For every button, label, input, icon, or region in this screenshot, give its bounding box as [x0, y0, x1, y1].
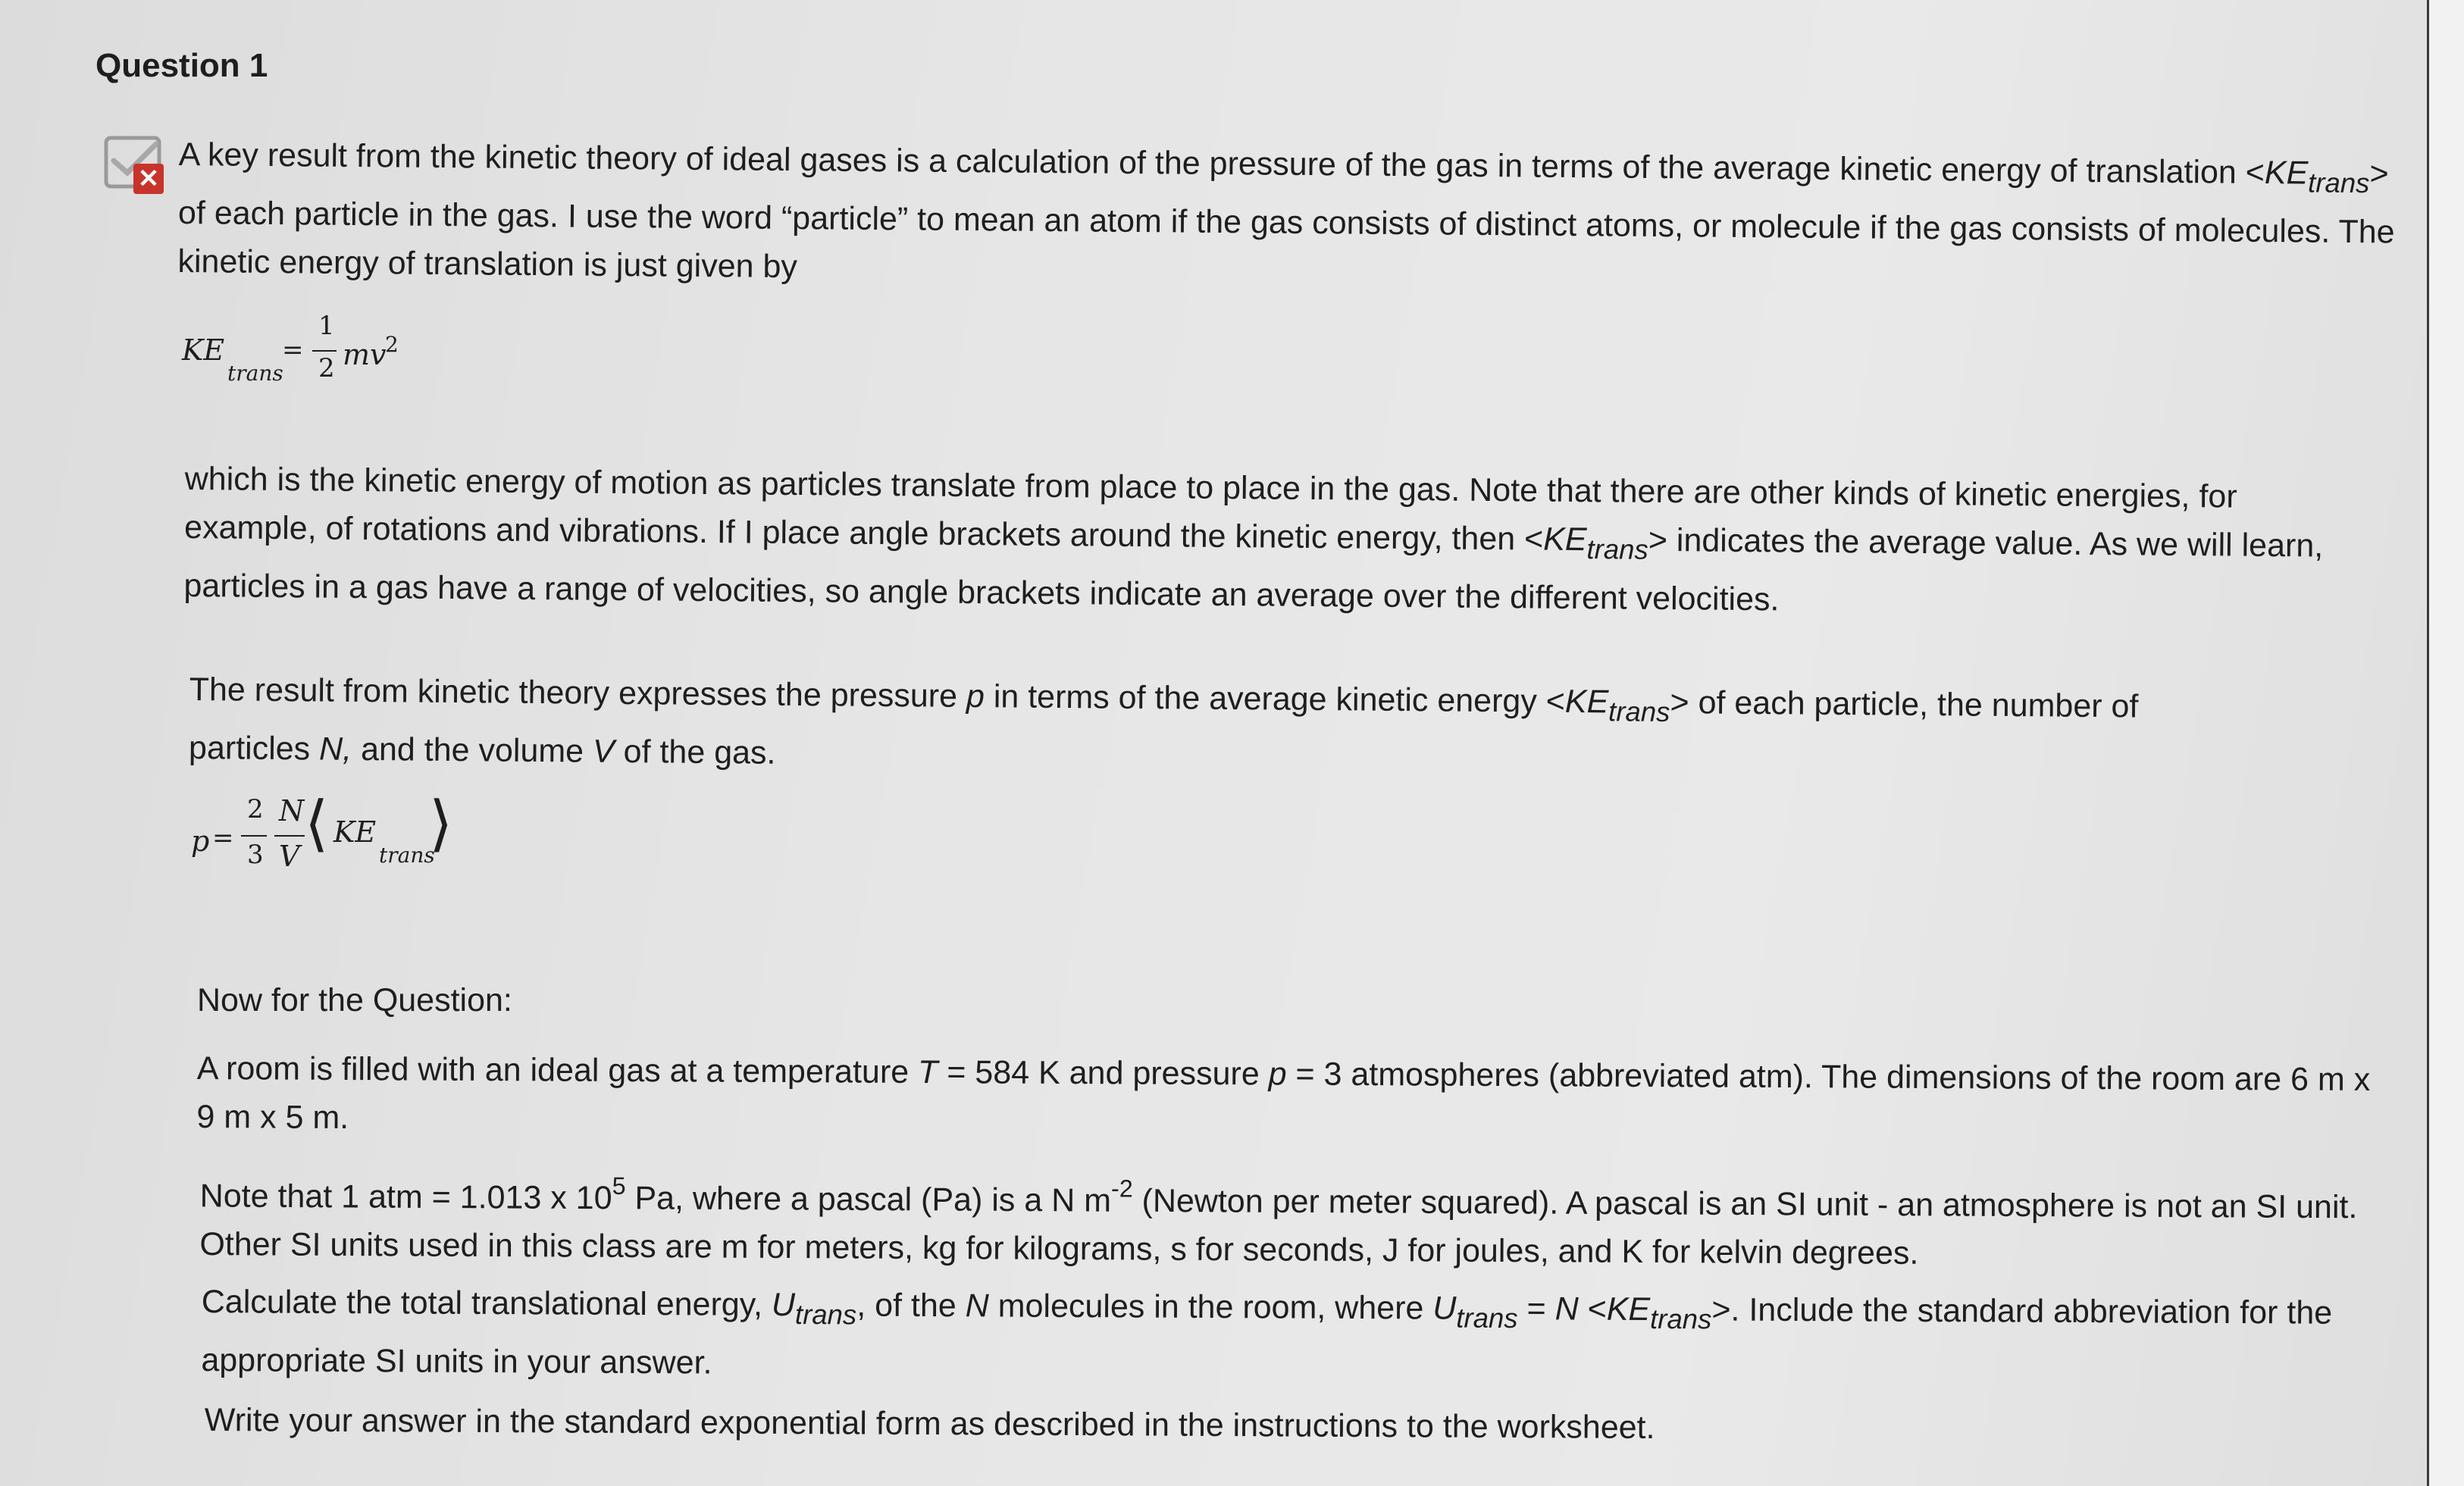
para3-n: N, — [318, 730, 352, 768]
para7-u: U — [771, 1286, 796, 1324]
para3-p: p — [966, 677, 985, 715]
eq1-denominator: 2 — [318, 353, 335, 383]
eq1-equals: = — [282, 335, 304, 365]
para5-text-2: = 584 K and pressure — [938, 1054, 1269, 1093]
eq1-exponent: 2 — [385, 332, 399, 357]
incorrect-icon: ✕ — [133, 164, 164, 194]
pressure-equation — [191, 788, 494, 887]
para3-text-2: in terms of the average kinetic energy < — [984, 678, 1566, 720]
intro-trans: trans — [2307, 167, 2370, 199]
para7-ke: KE — [1606, 1290, 1651, 1328]
eq2-denominator-1: 3 — [247, 840, 264, 870]
para3-ke: KE — [1564, 683, 1609, 721]
eq1-fraction-bar — [312, 350, 337, 352]
eq2-denominator-2: V — [279, 840, 300, 873]
para2-text-2: > indicates the average value. As we will learn, particles in a gas have a range of velocities, so angle brackets indicate an average over the different velocities. — [183, 521, 2324, 618]
para3-text-5: of the gas. — [614, 733, 776, 771]
question-title: Question 1 — [95, 47, 268, 84]
para5-text-1: A room is filled with an ideal gas at a temperature — [196, 1050, 919, 1090]
para5-p: p — [1268, 1056, 1287, 1093]
para3-v: V — [592, 733, 615, 770]
paragraph-instructions: Write your answer in the standard exponential form as described in the instructions to the worksheet. — [204, 1401, 1655, 1447]
para7-n2: N — [1554, 1290, 1579, 1328]
eq2-fraction-bar-1 — [241, 835, 267, 837]
para7-text-6: >. Include the standard abbreviation for the appropriate SI units in your answer. — [201, 1291, 2333, 1381]
question-heading: Now for the Question: — [197, 982, 512, 1018]
para2-ke: KE — [1543, 521, 1587, 558]
paragraph-room — [196, 1044, 2380, 1153]
para7-text-3: molecules in the room, where — [988, 1287, 1433, 1327]
para2-trans: trans — [1586, 533, 1648, 565]
para7-text-4: = — [1517, 1290, 1555, 1328]
para7-text-2: , of the — [856, 1287, 966, 1325]
para2-text-1: which is the kinetic energy of motion as particles translate from place to place in the gas. Note that there are other kinds of kinetic energies, for example, of rotations and vibrations. If I place angle brackets around the kinetic energy, then < — [183, 460, 2237, 558]
eq2-right-angle: ⟩ — [429, 788, 453, 859]
para6-exp-1: 5 — [612, 1172, 626, 1200]
para7-text-1: Calculate the total translational energy, — [201, 1283, 772, 1323]
eq2-p: p — [191, 824, 210, 858]
para3-text-1: The result from kinetic theory expresses the pressure — [189, 671, 967, 715]
eq2-equals: = — [212, 823, 234, 853]
para7-trans-3: trans — [1649, 1303, 1712, 1335]
para6-text-1: Note that 1 atm = 1.013 x 10 — [199, 1178, 612, 1217]
para6-exp-2: -2 — [1110, 1175, 1133, 1203]
intro-ke: KE — [2264, 155, 2309, 192]
paragraph-units — [199, 1159, 2383, 1280]
eq2-fraction-bar-2 — [274, 835, 305, 837]
eq2-left-angle: ⟨ — [305, 788, 329, 859]
eq1-mv: mv — [343, 338, 387, 371]
question-status — [103, 133, 171, 197]
para7-n: N — [965, 1287, 989, 1325]
para7-u2: U — [1432, 1290, 1457, 1327]
eq1-sub: trans — [227, 361, 283, 386]
paragraph-calculate — [201, 1278, 2384, 1396]
eq1-numerator: 1 — [318, 311, 335, 341]
intro-paragraph — [177, 130, 2400, 305]
para5-text-3: = 3 atmospheres (abbreviated atm). The dimensions of the room are 6 m x 9 m x 5 m. — [196, 1056, 2371, 1137]
para7-trans-2: trans — [1456, 1302, 1518, 1334]
kinetic-energy-equation — [182, 311, 409, 402]
paragraph-kinetic-energy — [183, 455, 2368, 629]
eq2-numerator-2: N — [279, 794, 305, 827]
eq2-ke: KE — [333, 815, 377, 849]
para6-text-2: Pa, where a pascal (Pa) is a N m — [625, 1180, 1112, 1219]
para7-text-5: < — [1578, 1290, 1607, 1328]
page-edge — [2427, 0, 2464, 1486]
intro-text-2: > of each particle in the gas. I use the word “particle” to mean an atom if the gas consists of distinct atoms, or molecule if the gas consists of molecules. The kinetic energy of translation is just given by — [177, 155, 2395, 286]
eq2-numerator-1: 2 — [247, 794, 264, 824]
intro-text-1: A key result from the kinetic theory of ideal gases is a calculation of the pressure of the gas in terms of the average kinetic energy of translation < — [178, 136, 2265, 192]
paragraph-pressure — [189, 665, 2236, 790]
para5-t: T — [917, 1053, 938, 1091]
para3-text-4: and the volume — [351, 730, 593, 770]
eq1-ke: KE — [182, 333, 225, 367]
para3-trans: trans — [1608, 696, 1670, 728]
para3-text-3: > of each particle, the number of particles — [188, 684, 2139, 768]
para6-text-3: (Newton per meter squared). A pascal is an SI unit - an atmosphere is not an SI unit. Other SI units used in this class are m for meters, kg for kilograms, s for seconds, J for joules, and K for kelvin degrees. — [199, 1182, 2358, 1272]
eq2-sub: trans — [379, 843, 435, 868]
para7-trans-1: trans — [794, 1299, 857, 1331]
